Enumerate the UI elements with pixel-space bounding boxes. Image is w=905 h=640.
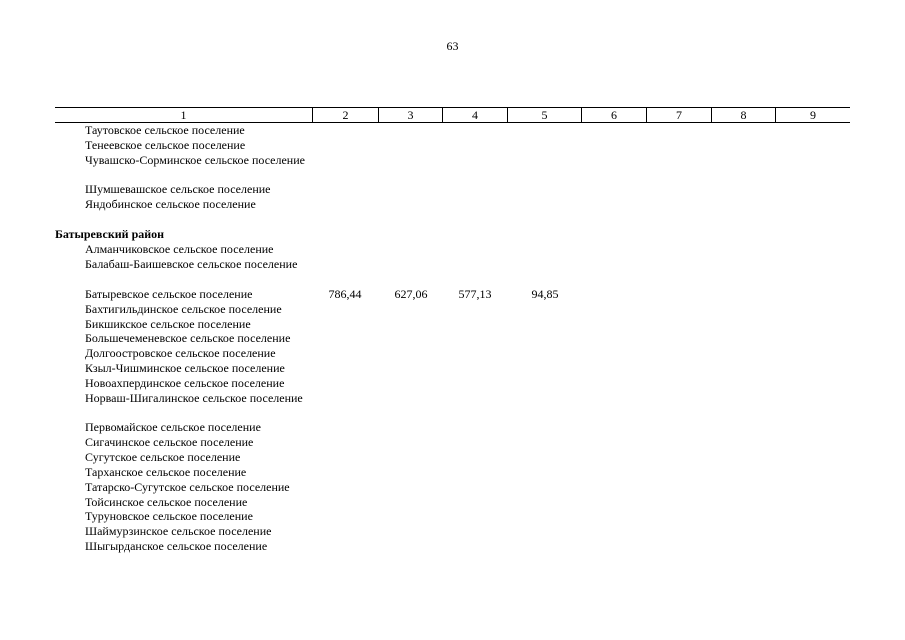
table-row-settlement: Тарханское сельское поселение xyxy=(85,465,247,479)
table-row-settlement: Первомайское сельское поселение xyxy=(85,420,261,434)
table-row-settlement: Бахтигильдинское сельское поселение xyxy=(85,302,282,316)
table-row-settlement: Кзыл-Чишминское сельское поселение xyxy=(85,361,285,375)
value-col-2: 786,44 xyxy=(328,287,362,301)
table-row-settlement: Таутовское сельское поселение xyxy=(85,123,245,137)
district-heading: Батыревский район xyxy=(55,227,165,241)
table-row-settlement: Татарско-Сугутское сельское поселение xyxy=(85,480,290,494)
table-row-settlement: Сугутское сельское поселение xyxy=(85,450,241,464)
header-col-9: 9 xyxy=(810,108,816,122)
table-row-settlement: Тойсинское сельское поселение xyxy=(85,495,248,509)
value-col-5: 94,85 xyxy=(531,287,559,301)
header-col-7: 7 xyxy=(676,108,682,122)
header-col-3: 3 xyxy=(407,108,414,122)
header-col-5: 5 xyxy=(541,108,548,122)
table-row-settlement: Батыревское сельское поселение xyxy=(85,287,253,301)
table-row-settlement: Долгоостровское сельское поселение xyxy=(85,346,276,360)
header-col-8: 8 xyxy=(740,108,747,122)
table-row-settlement: Яндобинское сельское поселение xyxy=(85,197,256,211)
header-col-2: 2 xyxy=(342,108,349,122)
table-row-settlement: Чувашско-Сорминское сельское поселение xyxy=(85,153,305,167)
table-row-settlement: Сигачинское сельское поселение xyxy=(85,435,254,449)
table-row-settlement: Шумшевашское сельское поселение xyxy=(85,182,271,196)
table-row-settlement: Туруновское сельское поселение xyxy=(85,509,253,523)
header-col-6: 6 xyxy=(611,108,617,122)
table-row-settlement: Шаймурзинское сельское поселение xyxy=(85,524,272,538)
table-row-settlement: Балабаш-Баишевское сельское поселение xyxy=(85,257,298,271)
value-col-3: 627,06 xyxy=(394,287,428,301)
page-number: 63 xyxy=(446,39,459,53)
table-row-settlement: Бикшикское сельское поселение xyxy=(85,317,251,331)
table-row-settlement: Тенеевское сельское поселение xyxy=(85,138,246,152)
table-row-settlement: Норваш-Шигалинское сельское поселение xyxy=(85,391,303,405)
header-col-1: 1 xyxy=(180,108,187,122)
value-col-4: 577,13 xyxy=(458,287,492,301)
table-row-settlement: Новоахпердинское сельское поселение xyxy=(85,376,285,390)
header-col-4: 4 xyxy=(472,108,478,122)
table-row-settlement: Алманчиковское сельское поселение xyxy=(85,242,274,256)
table-row-settlement: Большечеменевское сельское поселение xyxy=(85,331,291,345)
table-row-settlement: Шыгырданское сельское поселение xyxy=(85,539,268,553)
